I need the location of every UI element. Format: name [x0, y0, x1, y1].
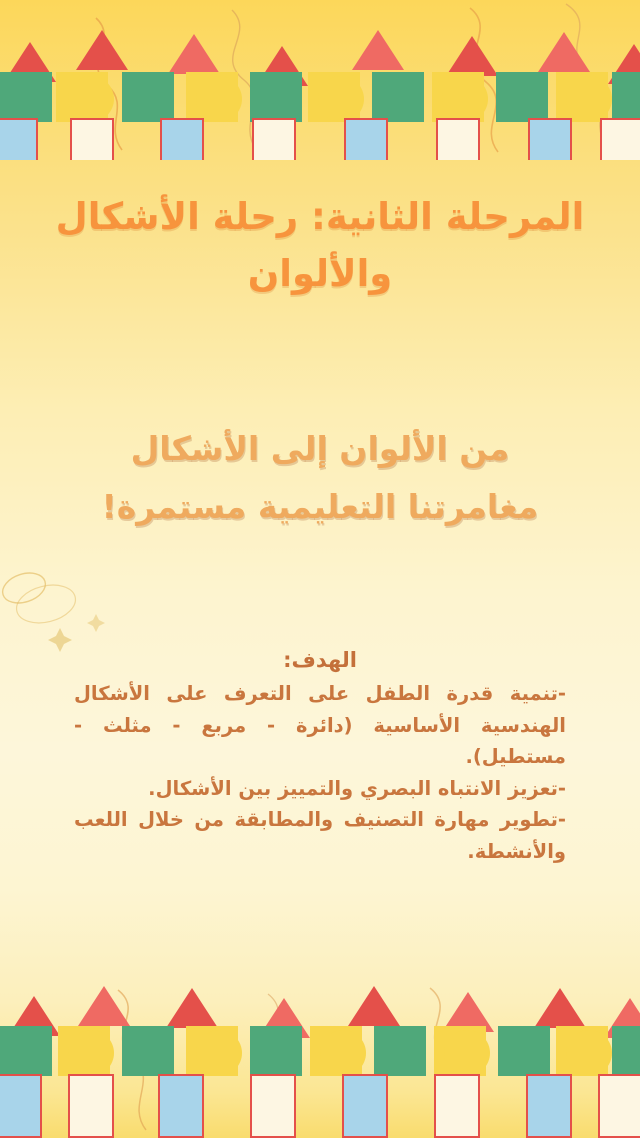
square-shape	[434, 1074, 480, 1138]
square-shape	[526, 1074, 572, 1138]
objectives-block	[74, 648, 566, 867]
objective-item: -تطوير مهارة التصنيف والمطابقة من خلال اللعب والأنشطة.	[74, 808, 566, 863]
square-shape	[250, 1026, 302, 1076]
objectives-heading: الهدف:	[283, 648, 357, 672]
square-shape	[342, 1074, 388, 1138]
circle-shape	[196, 1030, 242, 1076]
bottom-border-decoration	[0, 978, 640, 1138]
square-shape	[498, 1026, 550, 1076]
triangle-shape	[166, 988, 218, 1028]
square-shape	[0, 1074, 42, 1138]
square-shape	[0, 1026, 52, 1076]
circle-shape	[320, 1030, 366, 1076]
square-shape	[122, 1026, 174, 1076]
square-shape	[598, 1074, 640, 1138]
page-title: المرحلة الثانية: رحلة الأشكال والألوان	[55, 195, 585, 296]
poster-subtitle: من الألوان إلى الأشكال مغامرتنا التعليمية مستمرة!	[101, 429, 539, 526]
square-shape	[612, 1026, 640, 1076]
square-shape	[158, 1074, 204, 1138]
circle-shape	[68, 1030, 114, 1076]
objective-item: -تعزيز الانتباه البصري والتمييز بين الأشكال.	[148, 776, 566, 800]
square-shape	[374, 1026, 426, 1076]
square-shape	[68, 1074, 114, 1138]
circle-shape	[566, 1030, 612, 1076]
circle-shape	[444, 1030, 490, 1076]
triangle-shape	[78, 986, 130, 1026]
triangle-shape	[348, 986, 400, 1026]
triangle-shape	[534, 988, 586, 1028]
objective-item: -تنمية قدرة الطفل على التعرف على الأشكال الهندسية الأساسية (دائرة - مربع - مثلث - مستطيل).	[74, 682, 566, 769]
square-shape	[250, 1074, 296, 1138]
